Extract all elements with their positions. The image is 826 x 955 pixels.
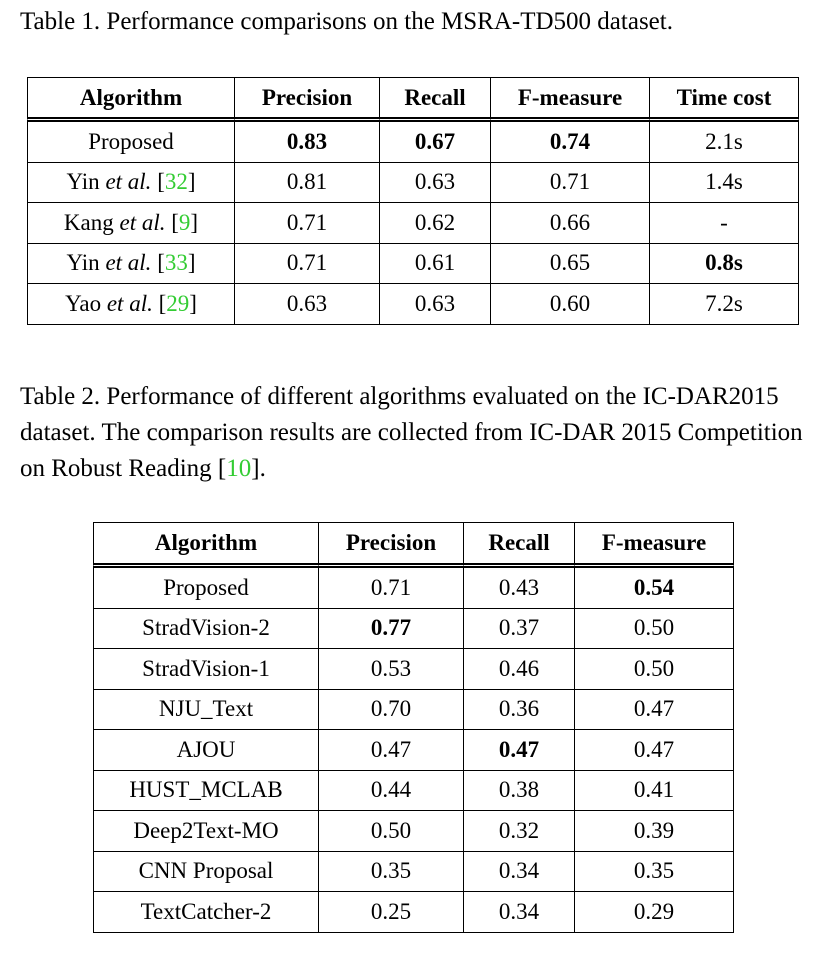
algorithm-cell: HUST_MCLAB bbox=[93, 771, 319, 812]
recall-cell: 0.34 bbox=[464, 852, 575, 893]
algorithm-cell: Deep2Text-MO bbox=[93, 811, 319, 852]
algorithm-name: Yao bbox=[65, 290, 102, 316]
algorithm-cell: Yao et al. [29] bbox=[27, 284, 235, 325]
time-cell: 1.4s bbox=[650, 163, 799, 204]
table-row bbox=[27, 244, 799, 285]
recall-cell: 0.63 bbox=[380, 284, 491, 325]
table2-caption-text: Performance of different algorithms evaluated on the IC-DAR2015 dataset. The comparison results are collected from IC-DAR 2015 Competition on Robust Reading [ bbox=[20, 383, 803, 482]
fmeasure-cell: 0.74 bbox=[491, 122, 650, 163]
precision-cell: 0.81 bbox=[235, 163, 380, 204]
recall-cell: 0.67 bbox=[380, 122, 491, 163]
table1-header-fmeasure: F-measure bbox=[491, 77, 650, 122]
citation-link[interactable]: 32 bbox=[164, 169, 188, 195]
fmeasure-cell: 0.47 bbox=[575, 690, 734, 731]
table-row bbox=[27, 284, 799, 325]
algorithm-cell: AJOU bbox=[93, 730, 319, 771]
algorithm-cell: StradVision-2 bbox=[93, 609, 319, 650]
table1 bbox=[27, 77, 799, 325]
table-row bbox=[93, 811, 734, 852]
fmeasure-cell: 0.71 bbox=[491, 163, 650, 204]
precision-cell: 0.50 bbox=[319, 811, 464, 852]
table2-header-recall: Recall bbox=[464, 522, 575, 568]
algorithm-cell: NJU_Text bbox=[93, 690, 319, 731]
precision-cell: 0.44 bbox=[319, 771, 464, 812]
time-cell: 7.2s bbox=[650, 284, 799, 325]
precision-cell: 0.70 bbox=[319, 690, 464, 731]
table1-header-row bbox=[27, 77, 799, 122]
recall-cell: 0.32 bbox=[464, 811, 575, 852]
recall-cell: 0.34 bbox=[464, 892, 575, 933]
time-cell: 0.8s bbox=[650, 244, 799, 285]
time-cell: - bbox=[650, 203, 799, 244]
fmeasure-cell: 0.47 bbox=[575, 730, 734, 771]
algorithm-name: Yin bbox=[66, 169, 100, 195]
precision-cell: 0.71 bbox=[235, 203, 380, 244]
fmeasure-cell: 0.54 bbox=[575, 568, 734, 609]
algorithm-cell: StradVision-1 bbox=[93, 649, 319, 690]
fmeasure-cell: 0.41 bbox=[575, 771, 734, 812]
precision-cell: 0.71 bbox=[235, 244, 380, 285]
algorithm-name: Yin bbox=[66, 250, 100, 276]
recall-cell: 0.36 bbox=[464, 690, 575, 731]
algorithm-cell: TextCatcher-2 bbox=[93, 892, 319, 933]
recall-cell: 0.38 bbox=[464, 771, 575, 812]
et-al: et al. bbox=[106, 290, 153, 316]
algorithm-cell: CNN Proposal bbox=[93, 852, 319, 893]
table2-caption bbox=[20, 379, 810, 487]
table-row bbox=[93, 730, 734, 771]
citation-link[interactable]: 29 bbox=[166, 290, 190, 316]
precision-cell: 0.47 bbox=[319, 730, 464, 771]
precision-cell: 0.25 bbox=[319, 892, 464, 933]
table-row bbox=[27, 163, 799, 204]
algorithm-cell: Kang et al. [9] bbox=[27, 203, 235, 244]
table2-header-fmeasure: F-measure bbox=[575, 522, 734, 568]
recall-cell: 0.61 bbox=[380, 244, 491, 285]
fmeasure-cell: 0.50 bbox=[575, 609, 734, 650]
table2-header-row bbox=[93, 522, 734, 568]
table1-header-recall: Recall bbox=[380, 77, 491, 122]
fmeasure-cell: 0.29 bbox=[575, 892, 734, 933]
citation-link[interactable]: 10 bbox=[226, 455, 252, 482]
table-row bbox=[27, 203, 799, 244]
table1-caption-label: Table 1. bbox=[20, 8, 101, 35]
table1-header-algorithm: Algorithm bbox=[27, 77, 235, 122]
table-row bbox=[93, 649, 734, 690]
recall-cell: 0.43 bbox=[464, 568, 575, 609]
precision-cell: 0.63 bbox=[235, 284, 380, 325]
table-row bbox=[93, 690, 734, 731]
precision-cell: 0.35 bbox=[319, 852, 464, 893]
fmeasure-cell: 0.65 bbox=[491, 244, 650, 285]
table-row bbox=[93, 568, 734, 609]
fmeasure-cell: 0.66 bbox=[491, 203, 650, 244]
fmeasure-cell: 0.50 bbox=[575, 649, 734, 690]
table-row bbox=[27, 122, 799, 163]
citation-link[interactable]: 33 bbox=[164, 250, 188, 276]
et-al: et al. bbox=[119, 209, 166, 235]
table-row bbox=[93, 771, 734, 812]
precision-cell: 0.83 bbox=[235, 122, 380, 163]
algorithm-name: Kang bbox=[63, 209, 114, 235]
algorithm-cell: Yin et al. [32] bbox=[27, 163, 235, 204]
table2-header-algorithm: Algorithm bbox=[93, 522, 319, 568]
fmeasure-cell: 0.60 bbox=[491, 284, 650, 325]
table1-header-time: Time cost bbox=[650, 77, 799, 122]
algorithm-cell: Proposed bbox=[93, 568, 319, 609]
precision-cell: 0.77 bbox=[319, 609, 464, 650]
recall-cell: 0.37 bbox=[464, 609, 575, 650]
table-row bbox=[93, 892, 734, 933]
table1-caption-text: Performance comparisons on the MSRA-TD500 dataset. bbox=[106, 8, 673, 35]
table-row bbox=[93, 852, 734, 893]
precision-cell: 0.71 bbox=[319, 568, 464, 609]
table2 bbox=[93, 522, 734, 933]
fmeasure-cell: 0.35 bbox=[575, 852, 734, 893]
table2-caption-label: Table 2. bbox=[20, 383, 101, 410]
citation-link[interactable]: 9 bbox=[178, 209, 191, 235]
et-al: et al. bbox=[105, 169, 152, 195]
time-cell: 2.1s bbox=[650, 122, 799, 163]
algorithm-cell bbox=[27, 122, 235, 163]
algorithm-name: Proposed bbox=[88, 128, 174, 154]
et-al: et al. bbox=[105, 250, 152, 276]
recall-cell: 0.63 bbox=[380, 163, 491, 204]
table2-header-precision: Precision bbox=[319, 522, 464, 568]
table2-caption-end: ]. bbox=[251, 455, 266, 482]
fmeasure-cell: 0.39 bbox=[575, 811, 734, 852]
algorithm-cell: Yin et al. [33] bbox=[27, 244, 235, 285]
precision-cell: 0.53 bbox=[319, 649, 464, 690]
table-row bbox=[93, 609, 734, 650]
table1-caption bbox=[20, 4, 820, 40]
recall-cell: 0.62 bbox=[380, 203, 491, 244]
table1-header-precision: Precision bbox=[235, 77, 380, 122]
recall-cell: 0.46 bbox=[464, 649, 575, 690]
recall-cell: 0.47 bbox=[464, 730, 575, 771]
